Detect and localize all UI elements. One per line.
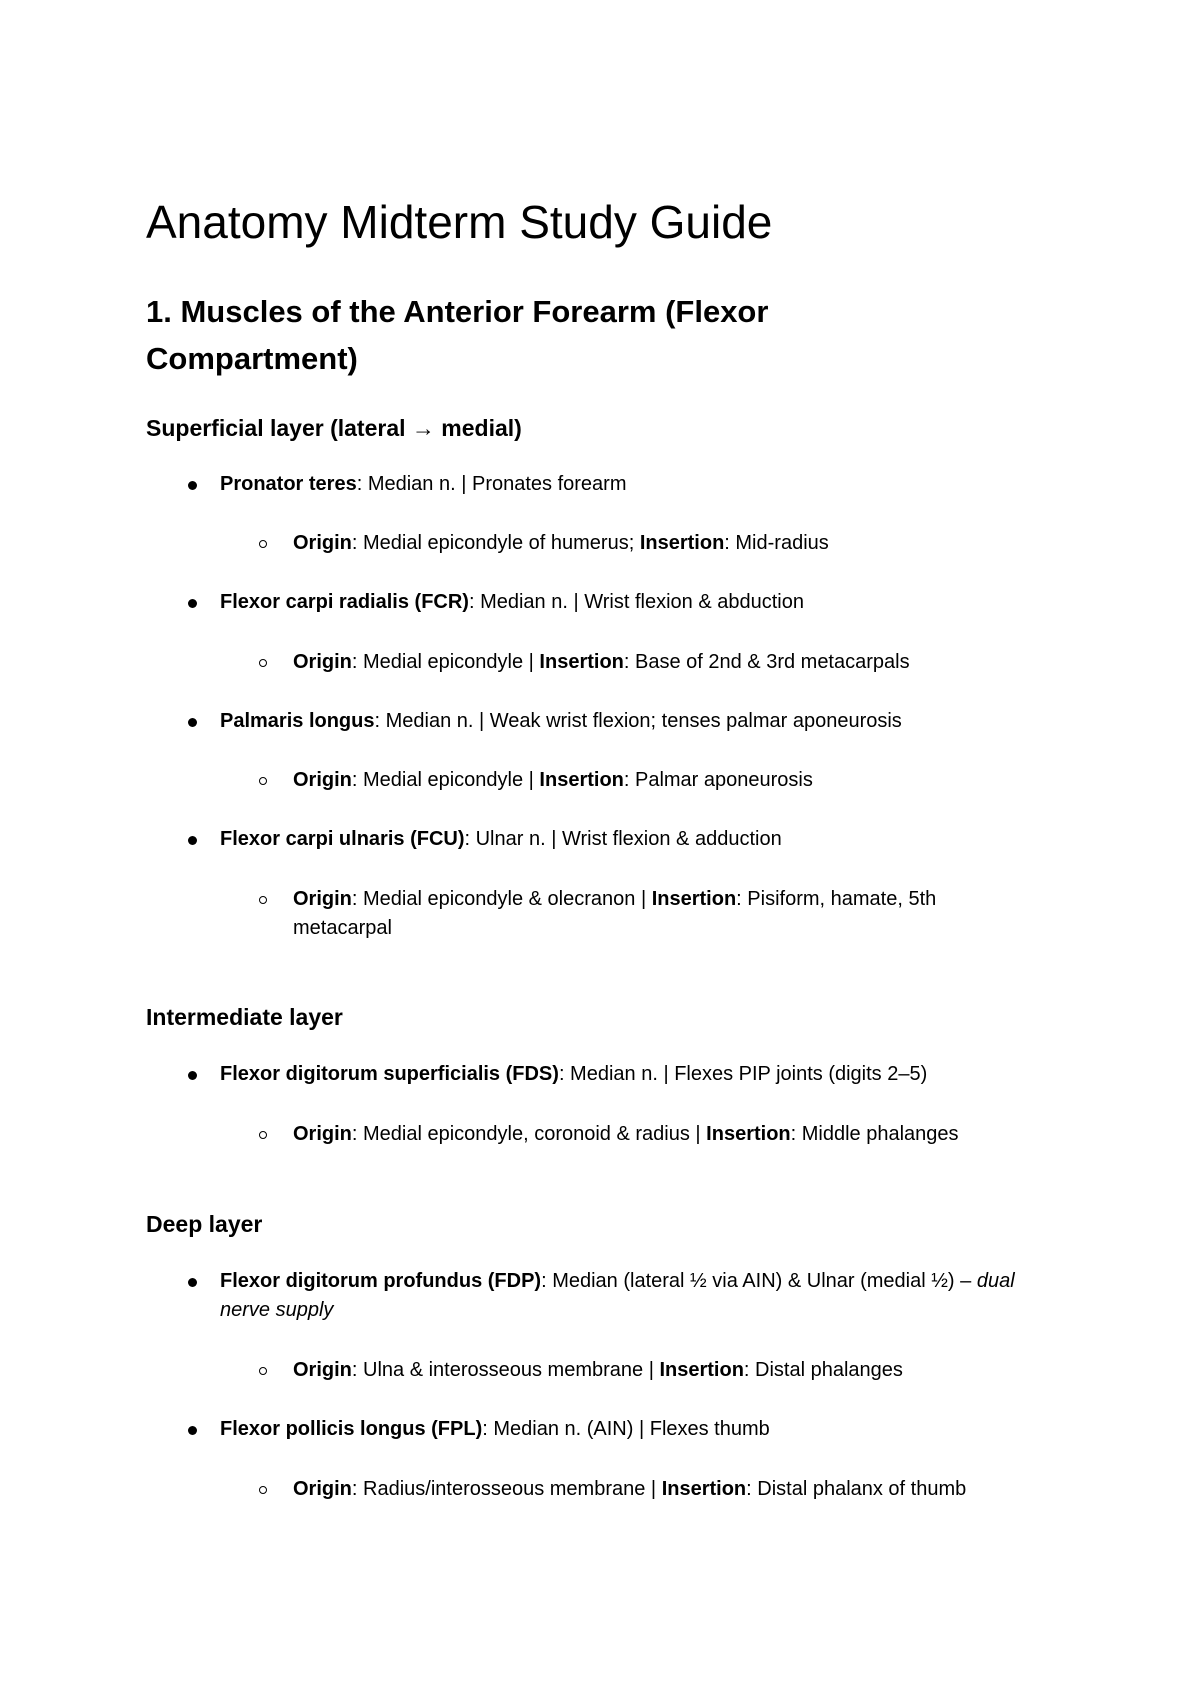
origin-label: Origin [293, 1359, 352, 1381]
bullet-dot [188, 718, 197, 727]
insertion-text: : Middle phalanges [790, 1123, 959, 1145]
sub-item-fdp [293, 1356, 1063, 1385]
list-item-fdp [220, 1267, 1070, 1325]
origin-label: Origin [293, 651, 352, 673]
bullet-dot [188, 481, 197, 490]
list-item-fds [220, 1060, 1070, 1089]
bullet-dot [188, 1071, 197, 1080]
origin-text: : Medial epicondyle & olecranon | [351, 888, 652, 910]
muscle-note: dual nerve supply [220, 1270, 1015, 1321]
muscle-description: : Median n. | Weak wrist flexion; tenses palmar aponeurosis [374, 710, 902, 732]
origin-text: : Medial epicondyle | [351, 769, 540, 791]
origin-label: Origin [293, 532, 352, 554]
origin-text: : Medial epicondyle | [351, 651, 540, 673]
insertion-text: : Pisiform, hamate, 5th metacarpal [293, 888, 937, 939]
insertion-label: Insertion [651, 888, 737, 910]
bullet-dot [188, 1426, 197, 1435]
muscle-name: Flexor carpi ulnaris (FCU) [220, 828, 465, 850]
list-item-fcu [220, 825, 1070, 854]
list-item-pronator-teres [220, 470, 1070, 499]
list-item-palmaris-longus [220, 707, 1070, 736]
bullet-circle [259, 896, 267, 904]
sub-item-fds [293, 1120, 1063, 1149]
muscle-description: : Median (lateral ½ via AIN) & Ulnar (medial ½) – [541, 1270, 977, 1292]
list-item-fpl [220, 1415, 1070, 1444]
origin-label: Origin [293, 769, 352, 791]
muscle-name: Flexor carpi radialis (FCR) [220, 591, 469, 613]
subheading-deep-layer: Deep layer [146, 1211, 263, 1237]
bullet-circle [259, 540, 267, 548]
sub-item-palmaris-longus [293, 766, 1063, 795]
origin-label: Origin [293, 1478, 352, 1500]
insertion-text: : Distal phalanx of thumb [746, 1478, 967, 1500]
origin-text: : Ulna & interosseous membrane | [351, 1359, 660, 1381]
bullet-circle [259, 1486, 267, 1494]
muscle-name: Flexor digitorum profundus (FDP) [220, 1270, 542, 1292]
insertion-text: : Distal phalanges [743, 1359, 903, 1381]
muscle-name: Pronator teres [220, 473, 357, 495]
origin-label: Origin [293, 888, 352, 910]
insertion-text: : Base of 2nd & 3rd metacarpals [623, 651, 910, 673]
section-heading: 1. Muscles of the Anterior Forearm (Flexor Compartment) [146, 294, 769, 376]
origin-text: : Medial epicondyle of humerus; [351, 532, 640, 554]
subheading-superficial-layer: Superficial layer (lateral → medial) [146, 415, 522, 441]
subheading-intermediate-layer: Intermediate layer [146, 1004, 343, 1030]
document-title: Anatomy Midterm Study Guide [146, 196, 773, 248]
origin-text: : Medial epicondyle, coronoid & radius | [351, 1123, 707, 1145]
bullet-dot [188, 836, 197, 845]
insertion-label: Insertion [539, 769, 624, 791]
insertion-label: Insertion [539, 651, 624, 673]
muscle-description: : Median n. | Wrist flexion & abduction [468, 591, 804, 613]
insertion-label: Insertion [659, 1359, 744, 1381]
bullet-circle [259, 777, 267, 785]
bullet-dot [188, 599, 197, 608]
insertion-text: : Mid-radius [724, 532, 829, 554]
sub-item-fcu [293, 885, 1033, 943]
bullet-circle [259, 659, 267, 667]
list-item-fcr [220, 588, 1070, 617]
origin-text: : Radius/interosseous membrane | [351, 1478, 662, 1500]
muscle-name: Palmaris longus [220, 710, 375, 732]
muscle-name: Flexor pollicis longus (FPL) [220, 1418, 483, 1440]
muscle-description: : Ulnar n. | Wrist flexion & adduction [464, 828, 782, 850]
sub-item-pronator-teres [293, 529, 1063, 558]
muscle-name: Flexor digitorum superficialis (FDS) [220, 1063, 559, 1085]
sub-item-fcr [293, 648, 1063, 677]
insertion-text: : Palmar aponeurosis [623, 769, 813, 791]
bullet-dot [188, 1278, 197, 1287]
muscle-description: : Median n. | Pronates forearm [356, 473, 627, 495]
muscle-description: : Median n. (AIN) | Flexes thumb [482, 1418, 770, 1440]
sub-item-fpl [293, 1475, 1063, 1504]
origin-label: Origin [293, 1123, 352, 1145]
bullet-circle [259, 1131, 267, 1139]
insertion-label: Insertion [661, 1478, 747, 1500]
insertion-label: Insertion [706, 1123, 791, 1145]
bullet-circle [259, 1367, 267, 1375]
insertion-label: Insertion [639, 532, 725, 554]
muscle-description: : Median n. | Flexes PIP joints (digits 2–5) [558, 1063, 928, 1085]
